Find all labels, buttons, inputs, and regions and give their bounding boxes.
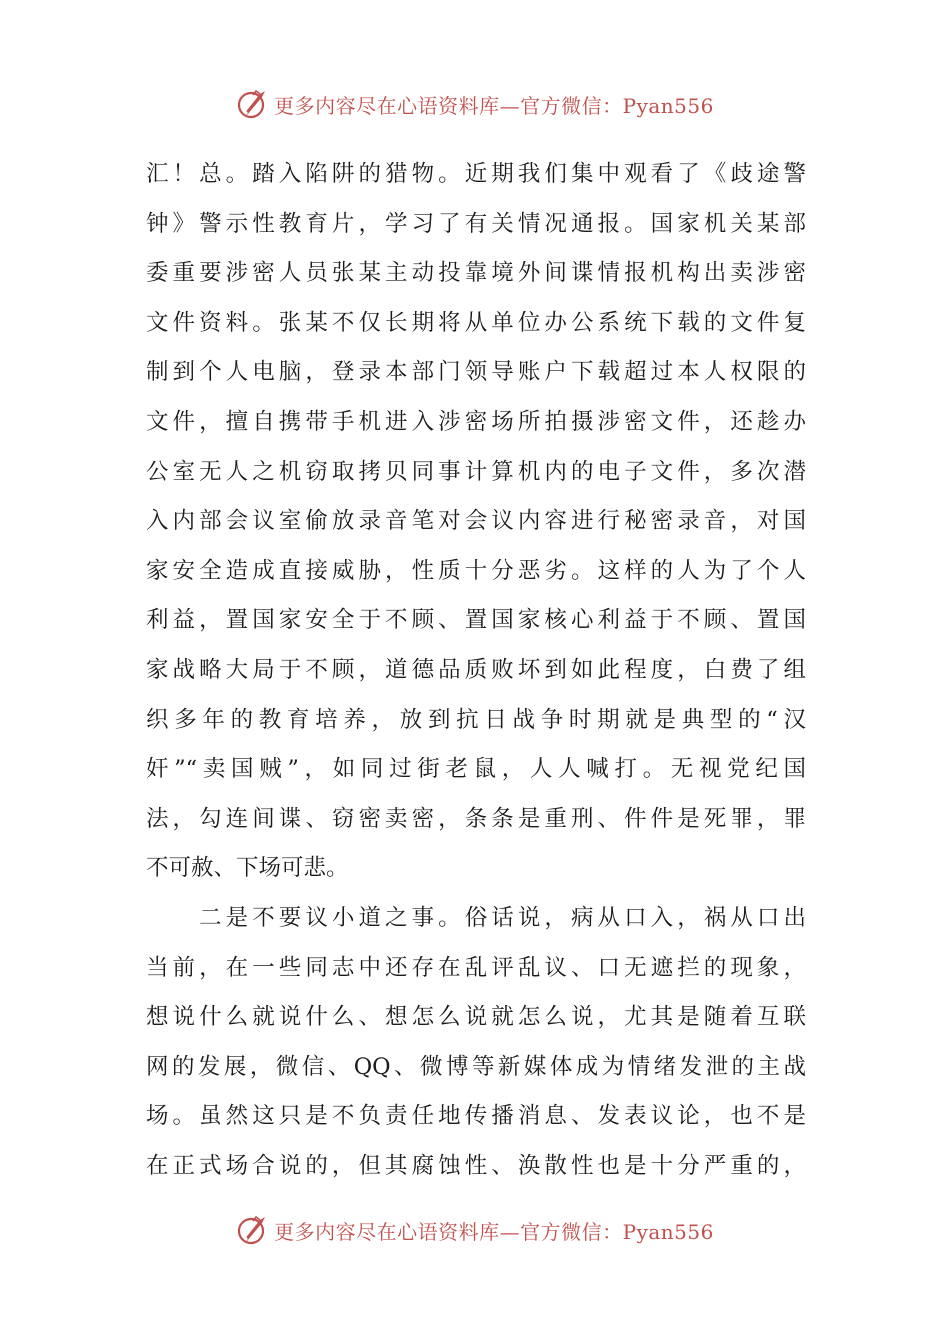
text-line: 家安全造成直接威胁，性质十分恶劣。这样的人为了个人: [146, 557, 806, 584]
text-line: 不可赦、下场可悲。: [146, 855, 349, 882]
text-line: 制到个人电脑，登录本部门领导账户下载超过本人权限的: [146, 359, 806, 386]
text-line: 奸”“卖国贼”，如同过街老鼠，人人喊打。无视党纪国: [146, 756, 806, 783]
document-body: [146, 150, 806, 1191]
text-line: 网的发展，微信、QQ、微博等新媒体成为情绪发泄的主战: [146, 1053, 806, 1080]
text-line: 钟》警示性教育片，学习了有关情况通报。国家机关某部: [146, 210, 806, 237]
quill-pen-circle-icon: [236, 1213, 270, 1247]
text-line: 场。虽然这只是不负责任地传播消息、发表议论，也不是: [146, 1103, 806, 1130]
watermark-text: 更多内容尽在心语资料库—官方微信：Pyan556: [274, 93, 714, 118]
text-line: 文件资料。张某不仅长期将从单位办公系统下载的文件复: [146, 309, 806, 336]
text-line: 利益，置国家安全于不顾、置国家核心利益于不顾、置国: [146, 607, 806, 634]
text-line: 法，勾连间谍、窃密卖密，条条是重刑、件件是死罪，罪: [146, 805, 806, 832]
text-line: 织多年的教育培养，放到抗日战争时期就是典型的“汉: [146, 706, 806, 733]
text-line: 家战略大局于不顾，道德品质败坏到如此程度，白费了组: [146, 656, 806, 683]
text-line: 委重要涉密人员张某主动投靠境外间谍情报机构出卖涉密: [146, 260, 806, 287]
text-line: 想说什么就说什么、想怎么说就怎么说，尤其是随着互联: [146, 1004, 806, 1031]
text-line: 公室无人之机窃取拷贝同事计算机内的电子文件，多次潜: [146, 458, 806, 485]
text-line: 汇！总。踏入陷阱的猎物。近期我们集中观看了《歧途警: [146, 161, 806, 187]
footer-watermark: [0, 1210, 950, 1250]
text-line: 在正式场合说的，但其腐蚀性、涣散性也是十分严重的，: [146, 1152, 806, 1179]
text-line: 文件，擅自携带手机进入涉密场所拍摄涉密文件，还趁办: [146, 408, 806, 435]
watermark-text: 更多内容尽在心语资料库—官方微信：Pyan556: [274, 1219, 714, 1244]
text-line: 二是不要议小道之事。俗话说，病从口入，祸从口出: [146, 904, 806, 931]
text-line: 当前，在一些同志中还存在乱评乱议、口无遮拦的现象，: [146, 954, 806, 981]
quill-pen-circle-icon: [236, 87, 270, 121]
text-line: 入内部会议室偷放录音笔对会议内容进行秘密录音，对国: [146, 508, 806, 535]
header-watermark: [0, 84, 950, 124]
